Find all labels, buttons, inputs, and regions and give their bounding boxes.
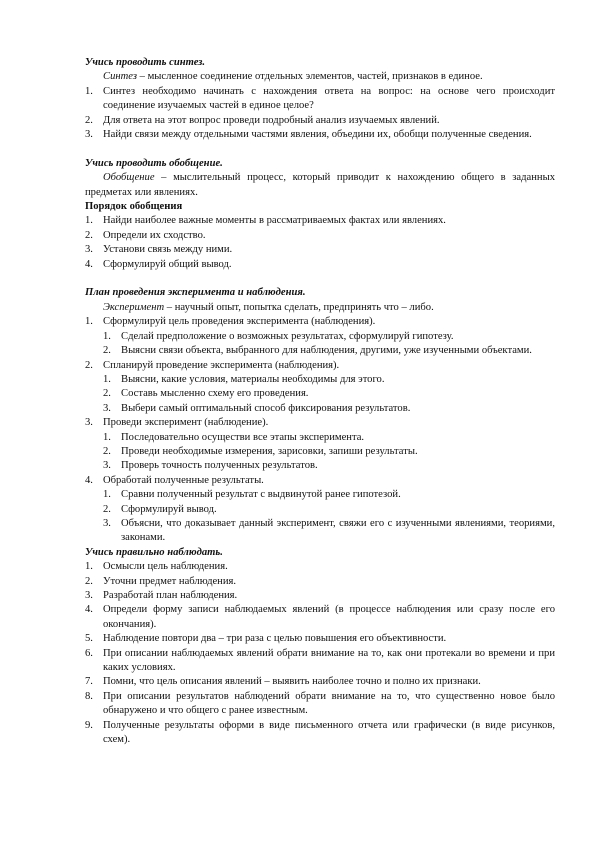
synthesis-heading: Учись проводить синтез. (85, 57, 206, 68)
observation-steps (85, 560, 555, 747)
list-item: 8. При описании результатов наблюдений обрати внимание на то, что существенно новое было обнаружено и что общего с ранее известным. (85, 690, 555, 717)
list-item: 3. Найди связи между отдельными частями явления, объедини их, обобщи полученные сведения. (85, 129, 532, 141)
list-item: 1. Сформулируй цель проведения эксперимента (наблюдения). 1. Сделай предположение о возможных результатах, сформулируй гипотезу. 2. Выясни связи объекта, выбранного для наблюдения, другими, уже изученными объектами. (85, 315, 555, 358)
experiment-substep-text: Сравни полученный результат с выдвинутой ранее гипотезой. (121, 489, 401, 501)
list-item: 1. Выясни, какие условия, материалы необходимы для этого. (103, 373, 385, 385)
experiment-substep-text: Выбери самый оптимальный способ фиксирования результатов. (121, 402, 411, 414)
list-item: 1. Осмысли цель наблюдения. (85, 561, 228, 573)
list-item: 2. Проведи необходимые измерения, зарисовки, запиши результаты. (103, 445, 418, 457)
list-item: 1. Последовательно осуществи все этапы эксперимента. (103, 431, 365, 443)
experiment-step-text: Спланируй проведение эксперимента (наблюдения). (103, 359, 340, 371)
observation-step-text: Помни, что цель описания явлений – выявить наиболее точно и полно их признаки. (103, 676, 481, 688)
generalization-steps (85, 214, 555, 272)
list-item: 3. Проверь точность полученных результатов. (103, 460, 318, 472)
observation-step-text: Разработай план наблюдения. (103, 590, 238, 601)
list-item: 6. При описании наблюдаемых явлений обрати внимание на то, как они протекали во времени и при каких условиях. (85, 647, 555, 674)
generalization-definition-text: – мыслительный процесс, который приводит к нахождению общего в заданных предметах или явлениях. (85, 172, 555, 198)
list-item: 2. Составь мысленно схему его проведения. (103, 388, 309, 400)
experiment-substep-text: Составь мысленно схему его проведения. (121, 388, 309, 400)
experiment-heading: План проведения эксперимента и наблюдения. (85, 287, 306, 299)
observation-step-text: Осмысли цель наблюдения. (103, 561, 228, 573)
experiment-step-text: Проведи эксперимент (наблюдение). (103, 417, 269, 429)
list-item: 5. Наблюдение повтори два – три раза с целью повышения его объективности. (85, 633, 447, 645)
observation-step-text: При описании наблюдаемых явлений обрати внимание на то, как они протекали во времени и при каких условиях. (103, 647, 555, 674)
synthesis-step-text: Синтез необходимо начинать с нахождения ответа на вопрос: на основе чего происходит соединение изучаемых частей в единое целое? (103, 85, 555, 112)
experiment-substep-text: Проведи необходимые измерения, зарисовки, запиши результаты. (121, 445, 418, 457)
synthesis-term: Синтез (103, 71, 137, 83)
experiment-substep-text: Проверь точность полученных результатов. (121, 460, 318, 472)
synthesis-definition-text: – мысленное соединение отдельных элементов, частей, признаков в единое. (136, 71, 483, 83)
experiment-substep-text: Выясни, какие условия, материалы необходимы для этого. (121, 373, 385, 385)
observation-section (85, 546, 555, 748)
experiment-substep-text: Последовательно осуществи все этапы эксперимента. (121, 431, 365, 443)
experiment-substeps (85, 431, 555, 474)
generalization-step-text: Сформулируй общий вывод. (103, 258, 232, 270)
list-item: 2. Спланируй проведение эксперимента (наблюдения). 1. Выясни, какие условия, материалы необходимы для этого. 2. Составь мысленно схему его проведения. 3. Выбери самый оптимальный способ фиксирования результатов. (85, 359, 555, 417)
list-item: 3. Установи связь между ними. (85, 244, 233, 256)
synthesis-step-text: Найди связи между отдельными частями явления, объедини их, обобщи полученные сведения. (103, 129, 532, 141)
experiment-steps (85, 315, 555, 546)
list-item: 4. Обработай полученные результаты. 1. Сравни полученный результат с выдвинутой ранее гипотезой. 2. Сформулируй вывод. 3. Объясни, что доказывает данный эксперимент, свяжи его с изученными явлениями, теориями, законами. (85, 474, 555, 546)
generalization-step-text: Найди наиболее важные моменты в рассматриваемых фактах или явлениях. (103, 215, 446, 227)
observation-step-text: Наблюдение повтори два – три раза с целью повышения его объективности. (103, 633, 447, 645)
experiment-substep-text: Сделай предположение о возможных результатах, сформулируй гипотезу. (121, 330, 454, 342)
generalization-step-text: Установи связь между ними. (103, 244, 233, 256)
list-item: 2. Определи их сходство. (85, 229, 206, 241)
synthesis-definition (85, 70, 555, 84)
experiment-section (85, 286, 555, 545)
list-item: 2. Выясни связи объекта, выбранного для наблюдения, другими, уже изученными объектами. (103, 345, 532, 357)
list-item: 3. Объясни, что доказывает данный эксперимент, свяжи его с изученными явлениями, теориями, законами. (103, 517, 555, 544)
observation-step-text: Определи форму записи наблюдаемых явлений (в процессе наблюдения или сразу после его окончания). (103, 604, 555, 630)
experiment-substeps (85, 373, 555, 416)
generalization-term: Обобщение (103, 172, 155, 184)
observation-heading: Учись правильно наблюдать. (85, 546, 223, 558)
list-item: 3. Проведи эксперимент (наблюдение). 1. Последовательно осуществи все этапы эксперимента. 2. Проведи необходимые измерения, зарисовки, запиши результаты. 3. Проверь точность полученных результатов. (85, 416, 555, 474)
experiment-definition-text: – научный опыт, попытка сделать, предпринять что – либо. (164, 301, 434, 313)
experiment-substeps (85, 488, 555, 546)
generalization-step-text: Определи их сходство. (103, 229, 206, 241)
document-body (85, 56, 555, 747)
observation-step-text: Уточни предмет наблюдения. (103, 575, 237, 587)
experiment-term: Эксперимент (103, 301, 165, 313)
list-item: 7. Помни, что цель описания явлений – выявить наиболее точно и полно их признаки. (85, 676, 481, 688)
list-item: 2. Уточни предмет наблюдения. (85, 575, 237, 587)
generalization-definition (85, 171, 555, 200)
observation-step-text: Полученные результаты оформи в виде письменного отчета или графически (в виде рисунков, схем). (103, 719, 555, 746)
synthesis-steps (85, 85, 555, 143)
synthesis-step-text: Для ответа на этот вопрос проведи подробный анализ изучаемых явлений. (103, 114, 440, 126)
generalization-heading: Учись проводить обобщение. (85, 157, 223, 169)
experiment-substep-text: Выясни связи объекта, выбранного для наблюдения, другими, уже изученными объектами. (121, 345, 532, 357)
experiment-step-text: Обработай полученные результаты. (103, 474, 264, 486)
list-item: 3. Выбери самый оптимальный способ фиксирования результатов. (103, 402, 411, 414)
list-item: 4. Сформулируй общий вывод. (85, 258, 232, 270)
list-item: 9. Полученные результаты оформи в виде письменного отчета или графически (в виде рисунков, схем). (85, 719, 555, 746)
observation-step-text: При описании результатов наблюдений обрати внимание на то, что существенно новое было обнаружено и что общего с ранее известным. (103, 690, 555, 717)
list-item: 3. Разработай план наблюдения. (85, 590, 238, 601)
list-item: 1. Сделай предположение о возможных результатах, сформулируй гипотезу. (103, 330, 454, 342)
experiment-substep-text: Сформулируй вывод. (121, 503, 217, 515)
experiment-definition (85, 301, 555, 315)
experiment-substeps (85, 330, 555, 359)
experiment-step-text: Сформулируй цель проведения эксперимента (наблюдения). (103, 316, 376, 328)
list-item: 4. Определи форму записи наблюдаемых явлений (в процессе наблюдения или сразу после его окончания). (85, 604, 555, 630)
experiment-substep-text: Объясни, что доказывает данный эксперимент, свяжи его с изученными явлениями, теориями, законами. (121, 517, 555, 544)
list-item: 2. Сформулируй вывод. (103, 503, 217, 515)
generalization-section (85, 157, 555, 272)
synthesis-section (85, 56, 555, 142)
list-item: 1. Синтез необходимо начинать с нахождения ответа на вопрос: на основе чего происходит соединение изучаемых частей в единое целое? (85, 85, 555, 112)
list-item: 1. Сравни полученный результат с выдвинутой ранее гипотезой. (103, 489, 401, 501)
list-item: 1. Найди наиболее важные моменты в рассматриваемых фактах или явлениях. (85, 215, 446, 227)
list-item: 2. Для ответа на этот вопрос проведи подробный анализ изучаемых явлений. (85, 114, 440, 126)
generalization-order-label: Порядок обобщения (85, 201, 183, 213)
